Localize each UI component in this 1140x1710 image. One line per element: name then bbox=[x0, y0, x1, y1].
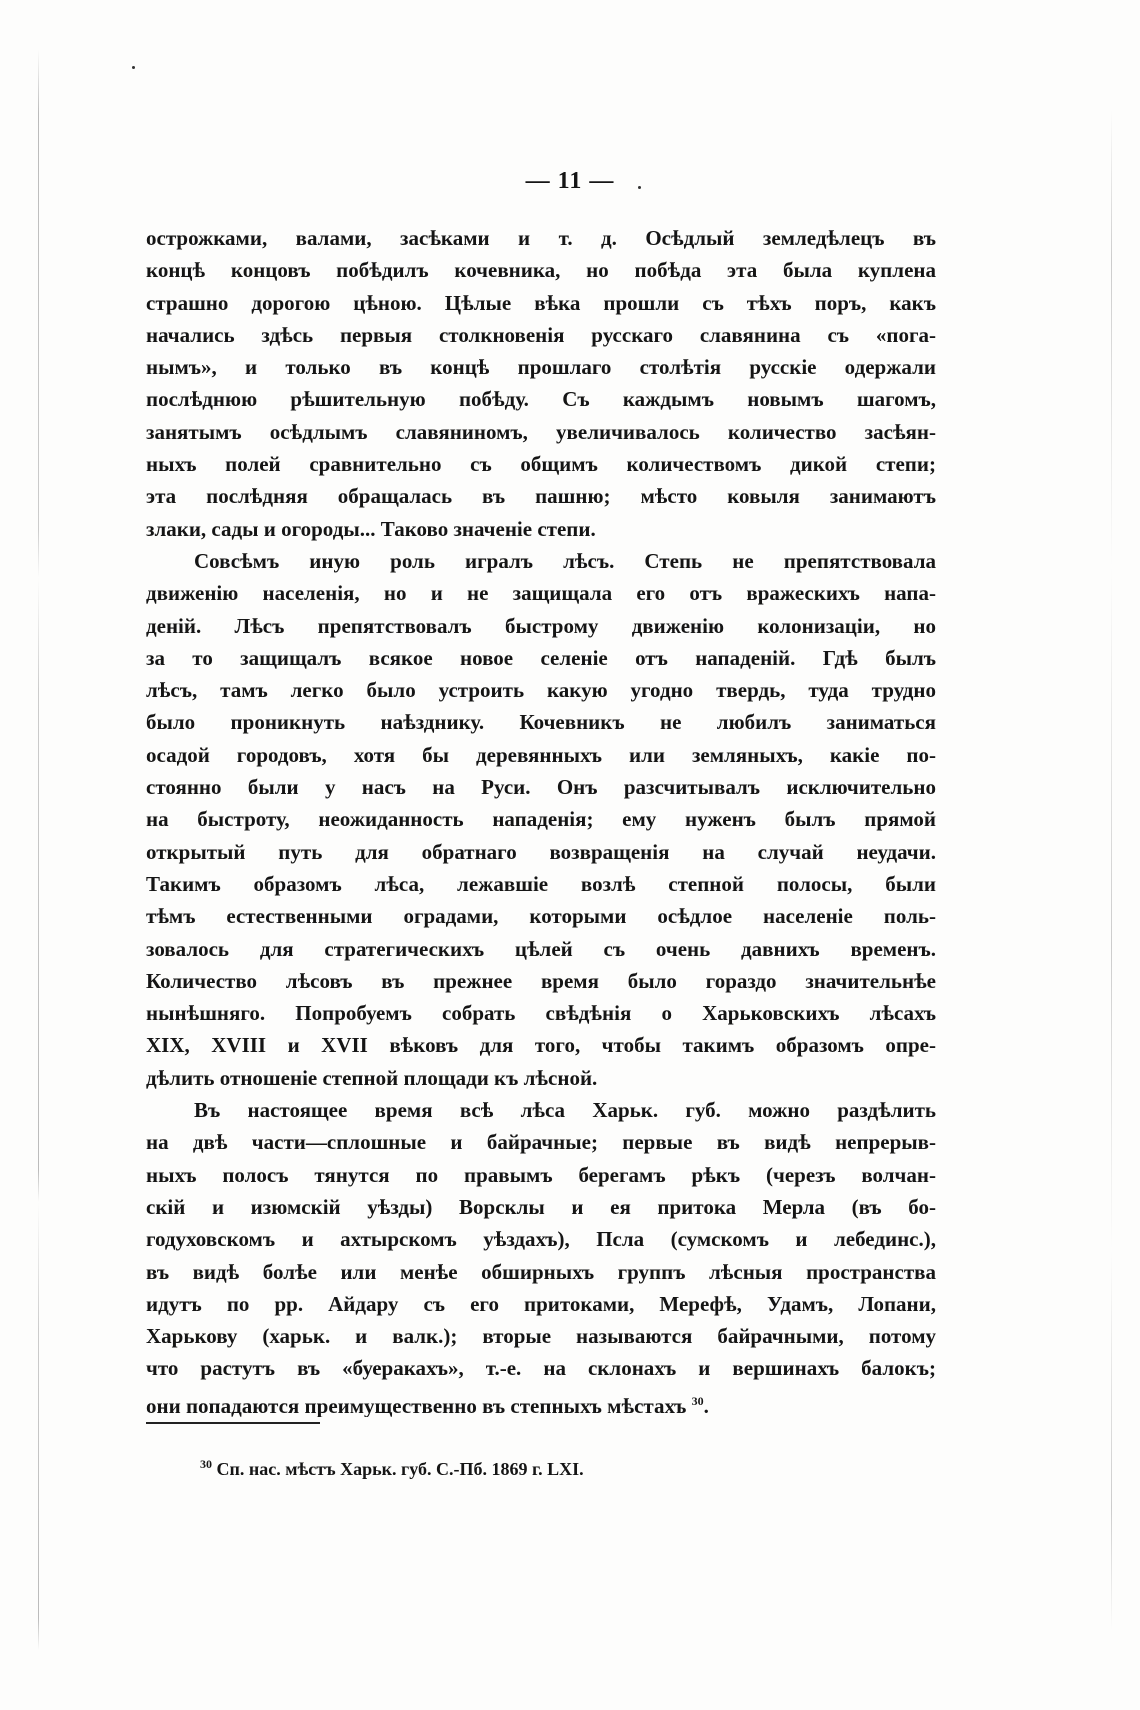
text-line: дѣлить отношеніе степной площади къ лѣсной. bbox=[146, 1065, 598, 1090]
text-line: лѣсъ, тамъ легко было устроить какую угодно твердь, туда трудно bbox=[146, 678, 936, 703]
text-line: за то защищалъ всякое новое селеніе отъ нападеній. Гдѣ былъ bbox=[146, 645, 936, 670]
text-line: тѣмъ естественными оградами, которыми осѣдлое населеніе поль- bbox=[146, 904, 936, 929]
text-line: открытый путь для обратнаго возвращенія на случай неудачи. bbox=[146, 839, 936, 864]
text-line: деній. Лѣсъ препятствовалъ быстрому движенію колонизаціи, но bbox=[146, 613, 936, 638]
text-line: на быстроту, неожиданность нападенія; ему нуженъ былъ прямой bbox=[146, 807, 936, 832]
text-line: скій и изюмскій уѣзды) Ворсклы и ея притока Мерла (въ бо- bbox=[146, 1194, 936, 1219]
text-line: Харькову (харьк. и валк.); вторые называются байрачными, потому bbox=[146, 1324, 936, 1349]
text-line: Совсѣмъ иную роль игралъ лѣсъ. Степь не препятствовала bbox=[194, 548, 936, 573]
text-line: Въ настоящее время всѣ лѣса Харьк. губ. можно раздѣлить bbox=[194, 1098, 936, 1123]
text-line: острожками, валами, засѣками и т. д. Осѣдлый земледѣлецъ въ bbox=[146, 226, 936, 250]
text-line: стоянно были у насъ на Руси. Онъ разсчитывалъ исключительно bbox=[146, 775, 936, 800]
scan-edge-left bbox=[38, 50, 39, 1650]
footnote-reference[interactable]: 30 bbox=[691, 1393, 704, 1408]
text-line: страшно дорогою цѣною. Цѣлые вѣка прошли съ тѣхъ поръ, какъ bbox=[146, 290, 936, 315]
page-number: — 11 — bbox=[525, 168, 615, 194]
text-line: послѣднюю рѣшительную побѣду. Съ каждымъ новымъ шагомъ, bbox=[146, 387, 936, 412]
text-line: годуховскомъ и ахтырскомъ уѣздахъ), Псла (сумскомъ и лебединс.), bbox=[146, 1227, 936, 1252]
text-line: занятымъ осѣдлымъ славяниномъ, увеличивалось количество засѣян- bbox=[146, 419, 936, 444]
footnote-divider bbox=[146, 1422, 320, 1424]
footnote-number: 30 bbox=[200, 1457, 212, 1471]
text-line: что растутъ въ «буеракахъ», т.-е. на склонахъ и вершинахъ балокъ; bbox=[146, 1356, 936, 1381]
scan-edge-right bbox=[1111, 110, 1112, 1630]
text-line: на двѣ части—сплошные и байрачные; первые въ видѣ непрерыв- bbox=[146, 1130, 936, 1155]
text-line: XIX, XVIII и XVII вѣковъ для того, чтобы такимъ образомъ опре- bbox=[146, 1033, 936, 1058]
text-line: Количество лѣсовъ въ прежнее время было гораздо значительнѣе bbox=[146, 968, 936, 993]
text-line-content: они попадаются преимущественно въ степныхъ мѣстахъ bbox=[146, 1393, 687, 1417]
text-line: злаки, сады и огороды... Таково значеніе степи. bbox=[146, 516, 596, 541]
body-text bbox=[146, 222, 936, 1417]
text-line: зовалось для стратегическихъ цѣлей съ очень давнихъ временъ. bbox=[146, 936, 936, 961]
text-line: ныхъ полосъ тянутся по правымъ берегамъ рѣкъ (черезъ волчан- bbox=[146, 1162, 936, 1187]
text-line: нымъ», и только въ концѣ прошлаго столѣтія русскіе одержали bbox=[146, 355, 936, 380]
footnote bbox=[200, 1457, 900, 1480]
scan-speck bbox=[132, 66, 135, 69]
text-line: начались здѣсь первыя столкновенія русскаго славянина съ «пога- bbox=[146, 322, 936, 347]
text-line-last: они попадаются преимущественно въ степныхъ мѣстахъ $^{30}$. bbox=[146, 1393, 709, 1417]
text-line: въ видѣ болѣе или менѣе обширныхъ группъ лѣсныя пространства bbox=[146, 1259, 936, 1284]
text-line: осадой городовъ, хотя бы деревянныхъ или земляныхъ, какіе по- bbox=[146, 742, 936, 767]
text-line: было проникнуть наѣзднику. Кочевникъ не любилъ заниматься bbox=[146, 710, 936, 735]
text-line: движенію населенія, но и не защищала его отъ вражескихъ напа- bbox=[146, 581, 936, 606]
text-line: эта послѣдняя обращалась въ пашню; мѣсто ковыля занимаютъ bbox=[146, 484, 936, 509]
footnote-text: Сп. нас. мѣстъ Харьк. губ. С.-Пб. 1869 г. LXI. bbox=[216, 1459, 584, 1479]
text-line: Такимъ образомъ лѣса, лежавшіе возлѣ степной полосы, были bbox=[146, 871, 936, 896]
text-line: нынѣшняго. Попробуемъ собрать свѣдѣнія о Харьковскихъ лѣсахъ bbox=[146, 1001, 936, 1026]
text-line: концѣ концовъ побѣдилъ кочевника, но побѣда эта была куплена bbox=[146, 258, 936, 283]
text-line: идутъ по рр. Айдару съ его притоками, Мерефѣ, Удамъ, Лопани, bbox=[146, 1291, 936, 1316]
text-line: ныхъ полей сравнительно съ общимъ количествомъ дикой степи; bbox=[146, 452, 936, 477]
